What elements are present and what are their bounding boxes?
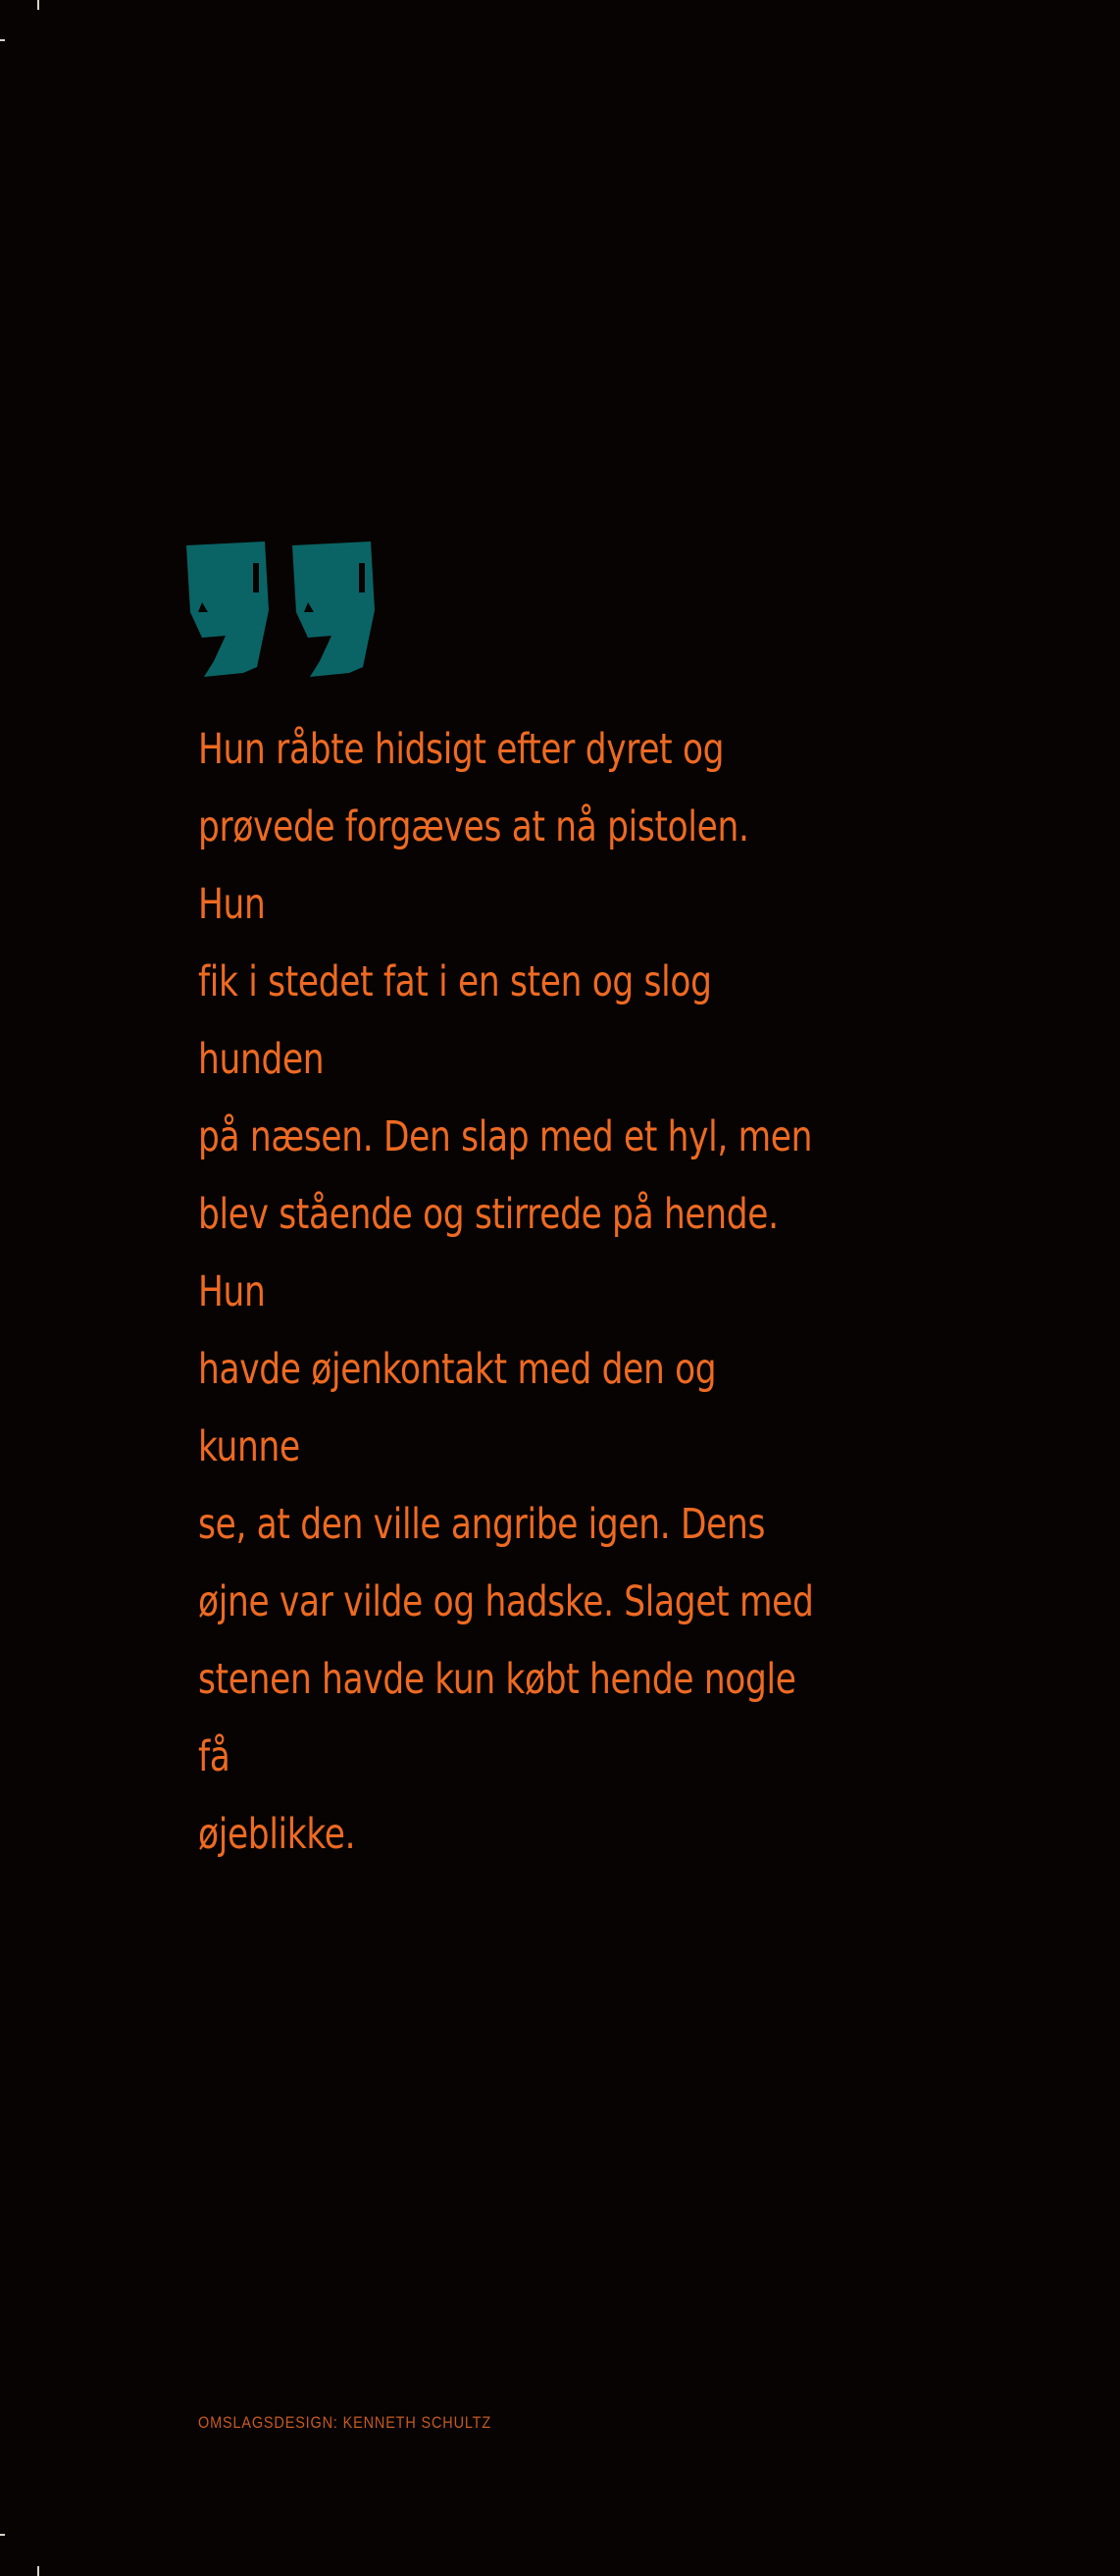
quote-line: prøvede forgæves at nå pistolen. Hun xyxy=(198,802,749,929)
quote-line: øjeblikke. xyxy=(198,1810,356,1859)
crop-mark-bottom-vertical xyxy=(37,2566,39,2576)
quote-line: fik i stedet fat i en sten og slog hunden xyxy=(198,957,712,1084)
crop-mark-top-vertical xyxy=(37,0,39,10)
cover-design-credit: OMSLAGSDESIGN: KENNETH SCHULTZ xyxy=(198,2413,492,2432)
crop-mark-top-horizontal xyxy=(0,39,5,41)
quote-line: blev stående og stirrede på hende. Hun xyxy=(198,1190,779,1316)
quote-text xyxy=(198,711,826,1874)
crop-mark-bottom-horizontal xyxy=(0,2534,5,2536)
quote-line: havde øjenkontakt med den og kunne xyxy=(198,1345,717,1471)
quote-line: se, at den ville angribe igen. Dens xyxy=(198,1500,766,1549)
quote-line: på næsen. Den slap med et hyl, men xyxy=(198,1112,813,1161)
quote-line: Hun råbte hidsigt efter dyret og xyxy=(198,725,725,774)
quote-line: stenen havde kun købt hende nogle få xyxy=(198,1655,796,1781)
quote-line: øjne var vilde og hadske. Slaget med xyxy=(198,1577,814,1626)
closing-quote-icon xyxy=(184,541,377,679)
